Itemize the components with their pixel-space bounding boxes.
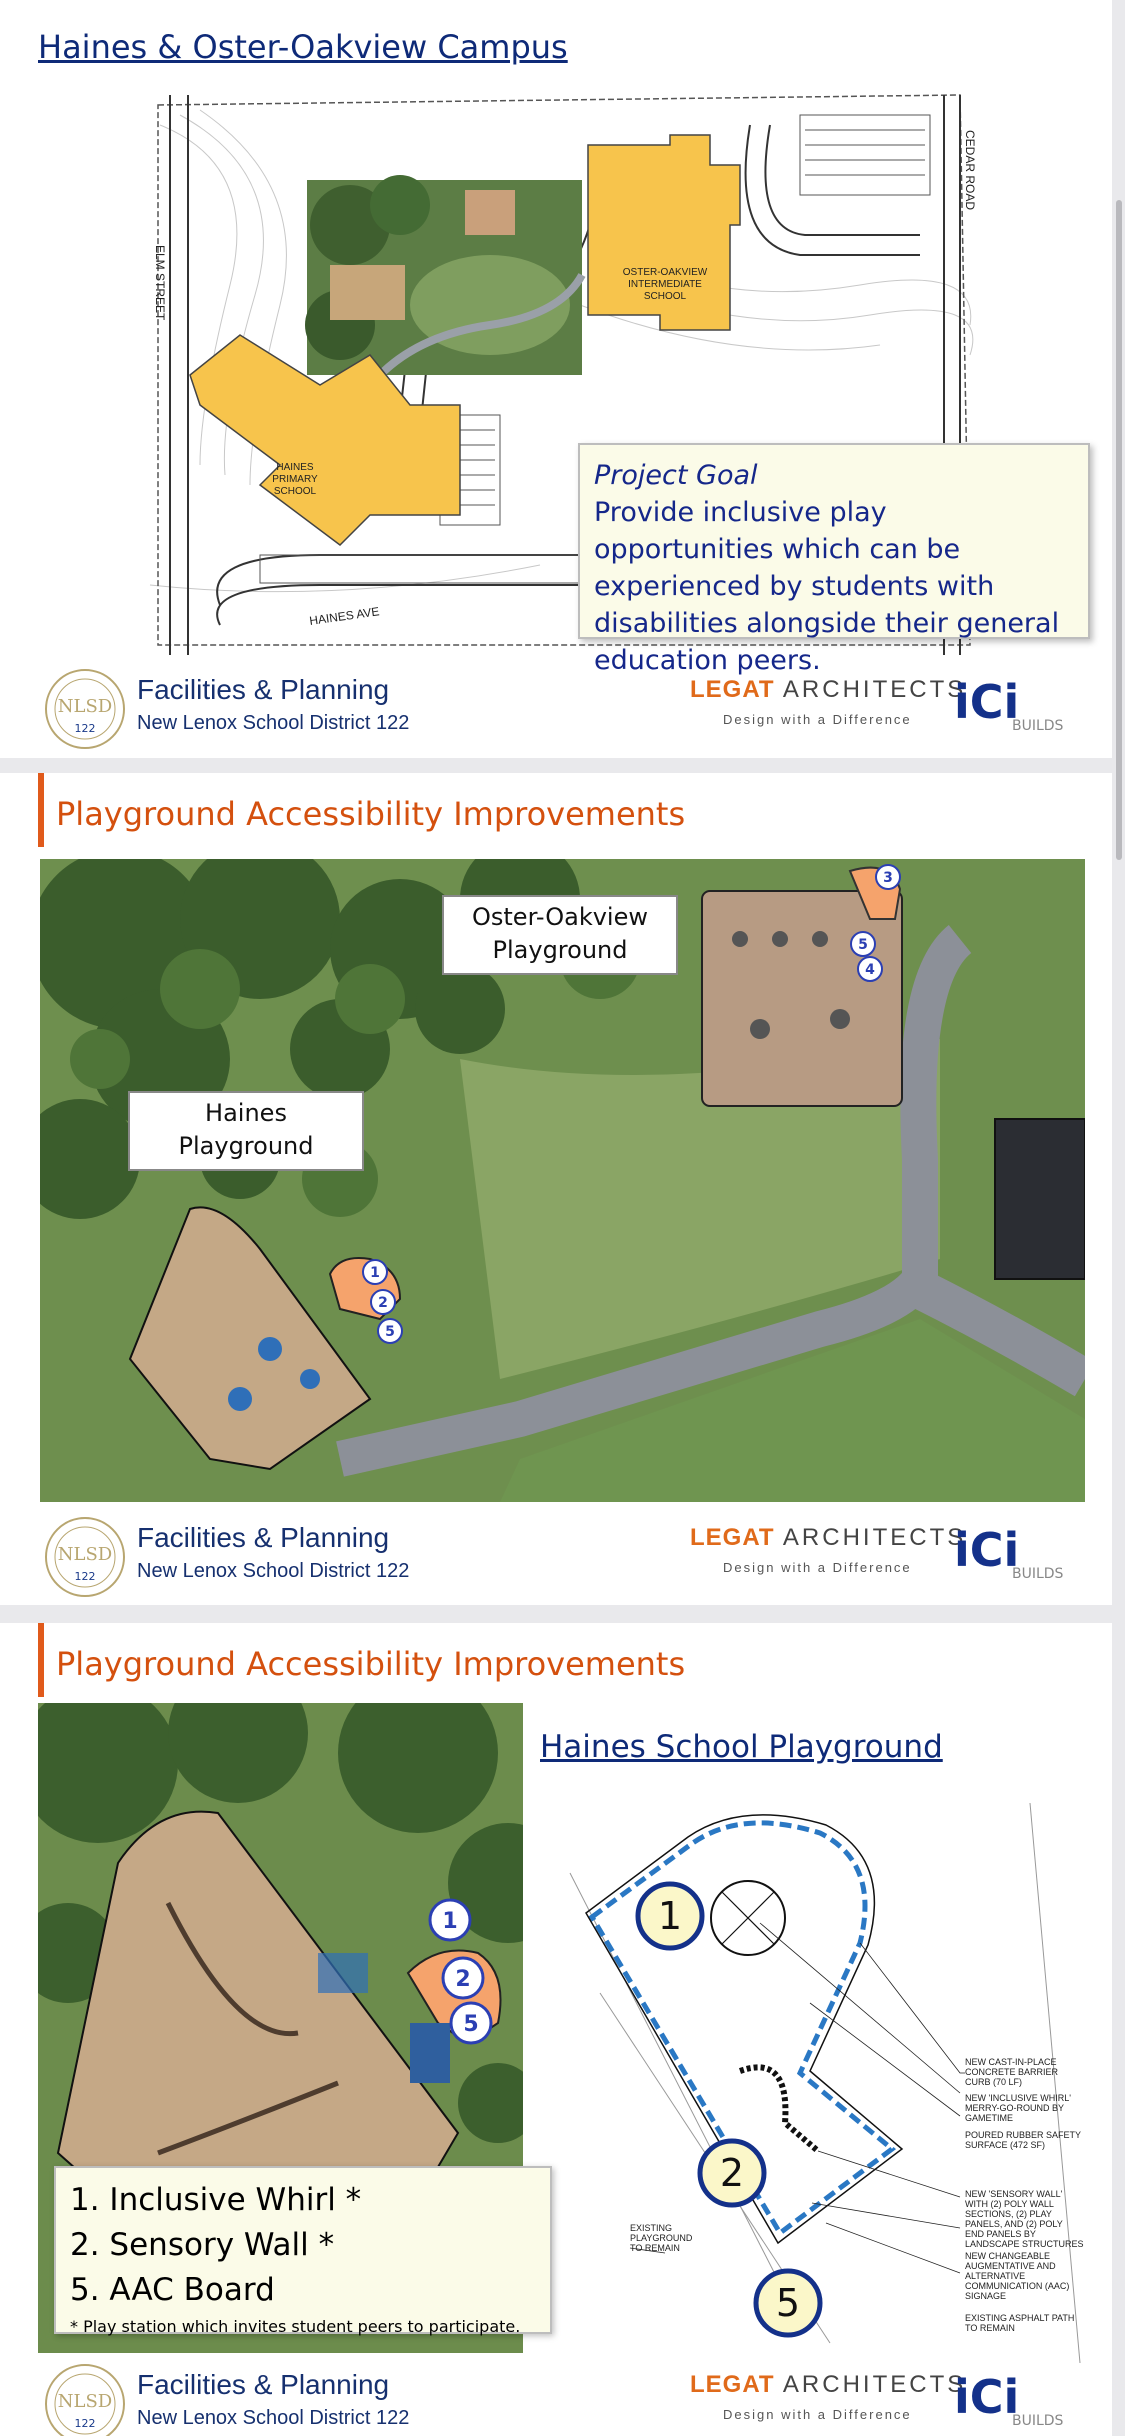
plan-marker-5: 5 [775, 2281, 801, 2325]
org-title: Facilities & Planning [137, 1522, 390, 1553]
legend-item-5: 5. AAC Board [70, 2272, 275, 2308]
callout-sensory-wall: NEW 'SENSORY WALL' WITH (2) POLY WALL SECTIONS, (2) PLAY PANELS, AND (2) POLY END PANELS BY LANDSCAPE STRUCTURES [965, 2189, 1084, 2249]
district-seal-icon [44, 2363, 126, 2436]
svg-text:iCi: iCi [954, 675, 1020, 729]
oster-playground-label: Oster-Oakview Playground [442, 895, 678, 975]
callout-whirl: NEW 'INCLUSIVE WHIRL' MERRY-GO-ROUND BY GAMETIME [965, 2093, 1071, 2123]
district-seal-icon [44, 1516, 126, 1598]
oster-school-label-2: INTERMEDIATE [628, 279, 702, 290]
svg-text:BUILDS: BUILDS [1012, 1566, 1064, 1582]
marker-4: 4 [865, 962, 875, 978]
slide-haines-playground [0, 1623, 1112, 2436]
callout-asphalt: EXISTING ASPHALT PATH TO REMAIN [965, 2313, 1075, 2333]
svg-text:iCi: iCi [954, 1523, 1020, 1577]
ici-builds-logo [952, 1516, 1072, 1586]
svg-text:BUILDS: BUILDS [1012, 2413, 1064, 2429]
oster-school-label-3: SCHOOL [643, 291, 687, 302]
slide-title: Playground Accessibility Improvements [56, 1645, 686, 1683]
legat-tagline: Design with a Difference [723, 2407, 912, 2422]
slide-footer [0, 2355, 1112, 2436]
haines-school-label-2: PRIMARY [272, 474, 318, 485]
plan-marker-1: 1 [657, 1894, 683, 1938]
detail-marker-5: 5 [463, 2012, 479, 2037]
oster-school-label-1: OSTER-OAKVIEW [622, 267, 708, 278]
svg-text:122: 122 [74, 2417, 96, 2430]
legat-tagline: Design with a Difference [723, 1560, 912, 1575]
legend-item-2: 2. Sensory Wall * [70, 2227, 335, 2263]
marker-2: 2 [378, 1295, 388, 1311]
slide-campus [0, 0, 1112, 758]
callout-aac: NEW CHANGEABLE AUGMENTATIVE AND ALTERNATIVE COMMUNICATION (AAC) SIGNAGE [965, 2251, 1070, 2301]
svg-text:NLSD: NLSD [57, 1544, 113, 1565]
org-subtitle: New Lenox School District 122 [137, 2407, 410, 2429]
haines-school-label-3: SCHOOL [273, 486, 317, 497]
slide-title: Playground Accessibility Improvements [56, 795, 686, 833]
elm-street-label: ELM STREET [153, 245, 167, 321]
detail-marker-2: 2 [455, 1967, 471, 1992]
project-goal-box [578, 443, 1090, 676]
district-seal-icon [44, 668, 126, 750]
svg-text:NLSD: NLSD [57, 2391, 113, 2412]
legat-tagline: Design with a Difference [723, 712, 912, 727]
haines-playground-label: Haines Playground [128, 1091, 364, 1171]
seal-number: 122 [74, 722, 96, 735]
legend-item-1: 1. Inclusive Whirl * [70, 2182, 362, 2218]
plan-title: Haines School Playground [540, 1729, 943, 1765]
seal-letters: NLSD [57, 696, 113, 717]
legat-logo: LEGAT ARCHITECTS [690, 676, 967, 703]
marker-1: 1 [370, 1265, 380, 1281]
svg-text:122: 122 [74, 1570, 96, 1583]
title-accent-bar [38, 1623, 44, 1697]
legend-note: * Play station which invites student peers to participate. [70, 2317, 521, 2336]
org-title: Facilities & Planning [137, 2369, 390, 2400]
detail-marker-1: 1 [442, 1909, 458, 1934]
ici-builds-logo [952, 2363, 1072, 2433]
marker-3: 3 [883, 870, 893, 886]
org-subtitle: New Lenox School District 122 [137, 712, 410, 734]
scrollbar[interactable] [1116, 200, 1122, 860]
ici-builds-logo [952, 668, 1072, 738]
callout-curb: NEW CAST-IN-PLACE CONCRETE BARRIER CURB (70 LF) [965, 2057, 1059, 2087]
svg-text:iCi: iCi [954, 2370, 1020, 2424]
plan-marker-2: 2 [719, 2151, 745, 2195]
improvements-legend [54, 2166, 552, 2334]
playground-plan-drawing [560, 1803, 1100, 2363]
haines-school-label-1: HAINES [276, 462, 314, 473]
marker-5: 5 [385, 1324, 395, 1340]
project-goal-text: Provide inclusive play opportunities which can be experienced by students with disabilities alongside their general education peers. [594, 497, 1060, 676]
slide-title: Haines & Oster-Oakview Campus [38, 28, 568, 66]
slide-footer [0, 660, 1112, 758]
haines-ave-label: HAINES AVE [308, 604, 381, 628]
slide-footer [0, 1508, 1112, 1605]
callout-existing: EXISTING PLAYGROUND TO REMAIN [630, 2223, 693, 2253]
slide-playground-overview [0, 773, 1112, 1605]
title-accent-bar [38, 773, 44, 847]
legat-logo: LEGAT ARCHITECTS [690, 1524, 967, 1551]
svg-text:BUILDS: BUILDS [1012, 718, 1064, 734]
callout-surface: POURED RUBBER SAFETY SURFACE (472 SF) [965, 2130, 1082, 2150]
marker-5b: 5 [858, 937, 868, 953]
legat-logo: LEGAT ARCHITECTS [690, 2371, 967, 2398]
org-subtitle: New Lenox School District 122 [137, 1560, 410, 1582]
project-goal-heading: Project Goal [594, 460, 758, 491]
cedar-road-label: CEDAR ROAD [963, 130, 977, 211]
org-title: Facilities & Planning [137, 674, 390, 705]
